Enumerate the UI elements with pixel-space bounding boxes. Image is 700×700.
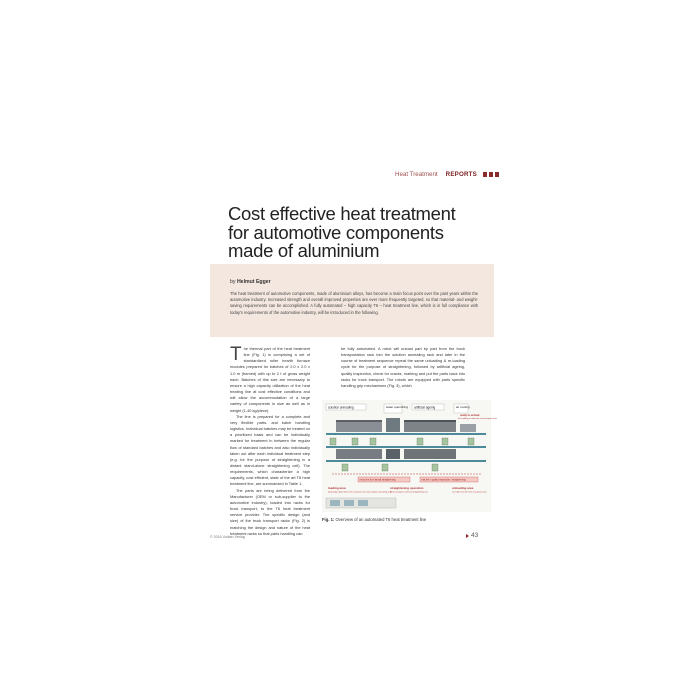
title-line-1: Cost effective heat treatment xyxy=(228,203,456,224)
footer-copyright: © 2016 Vulkan-Verlag xyxy=(210,535,245,539)
footer-page-number xyxy=(466,532,478,539)
article-title xyxy=(228,205,488,261)
label-artificial-ageing: artificial ageing xyxy=(414,405,436,410)
paragraph-3: The parts are being delivered from the Manufacturer (OEM or sub-supplier to the automotive industry), loaded into racks for truck transport, to the T6 heat treatment service provider. The specific design (and size) of the truck transport racks (Fig. 2) is matching the design and nature of the heat treatment racks so that parts handling can xyxy=(230,487,310,536)
label-solution-annealing: solution annealing xyxy=(328,405,354,410)
label-unloading-area: unloading area xyxy=(452,486,474,490)
paragraph-2: The line is prepared for a complete and very flexible parts- and batch handling logistics. Individual batches may be treated on a prioritized basis and can be individually marked for treatment in between the regular flow of standard batches and also individually taken out after each individual treatment step (e.g. for the purpose of straightening in a distant stand-alone straightening cell). The requirements, which characterize a high capacity, cost efficient, state of the art T6 heat treatment line, are summarized in Table 1. xyxy=(230,413,310,487)
page-number: 43 xyxy=(471,532,479,539)
title-line-3: made of aluminium xyxy=(228,240,380,261)
paragraph-1: The thermal part of the heat treatment line (Fig. 1) is comprising a set of standardized roller hearth furnace modules prepared for batches of 2.0 x 2.0 x 1.0 m (framed) with up to 2 t of gross weight each. Batches of this size are necessary to ensure a high capacity utilization of the heat treating line at cost effective conditions and will allow the accommodation of a large variety of components in size as well as in weight (1-40 kg/piece). xyxy=(230,344,310,413)
title-line-2: for automotive components xyxy=(228,221,444,243)
body-column-1 xyxy=(230,346,310,537)
byline xyxy=(230,279,271,285)
drop-cap: T xyxy=(230,344,242,365)
paragraph-4: be fully automated. A robot will unload part by part from the truck transportation rack into the solution annealing rack and later in the course of treatment sequence repeat the same unloading & re-loading cycle for the purpose of straightening, followed by artificial ageing, quality inspection, check for cracks, marking and put the parts back into racks for truck transport. The robots are equipped with parts specific handling grip mechanisms (Fig. 3), which xyxy=(341,346,465,388)
caption-text: Overview of an automated T6 heat treatment line xyxy=(335,517,427,522)
author-name: Helmut Egger xyxy=(236,279,271,285)
caption-label: Fig. 1: xyxy=(322,517,335,522)
label-entry-line: entry line for manual straightening xyxy=(359,478,396,482)
header-squares-icon xyxy=(483,172,500,177)
label-loading-area-sub: loading by robots from truck transport racks into solution annealing racks xyxy=(328,491,393,494)
running-header xyxy=(395,171,495,178)
byline-prefix: by xyxy=(230,279,236,285)
label-unloading-area-sub: via robots into the truck transport racks xyxy=(452,491,487,494)
label-water-quenching: water quenching xyxy=(386,405,409,409)
label-ready-unload: ready to unload xyxy=(460,414,480,417)
figure-1-diagram xyxy=(322,400,497,512)
label-air-cooling: air cooling xyxy=(456,405,470,409)
label-straightening-sub: (if necessary) in external straightening cell xyxy=(390,491,428,494)
label-loading-area: loading area xyxy=(328,486,346,490)
label-ready-unload-sub: for handling via robot into truck transport racks xyxy=(458,418,497,420)
label-straightening: straightening operation xyxy=(390,486,424,490)
body-column-2 xyxy=(341,346,465,389)
header-section: Heat Treatment xyxy=(395,171,438,178)
figure-caption xyxy=(322,517,492,522)
label-exit-line: exit line / quality inspection / straightening xyxy=(421,478,466,482)
header-category: REPORTS xyxy=(445,171,477,178)
page-arrow-icon xyxy=(466,534,469,538)
line-diagram-svg xyxy=(322,400,497,512)
abstract-text: The heat treatment of automotive components, made of aluminium alloys, has become a main focus point over the past years within the automotive industry. Increased strength and overall improved properties are ever more frequently targeted, so that material- and weight-saving requirements can be accomplished. A fully automated – high capacity T6 – heat treatment line, which is in full compliance with today's requirements of the automotive industry, will be introduced in the following. xyxy=(230,291,478,315)
